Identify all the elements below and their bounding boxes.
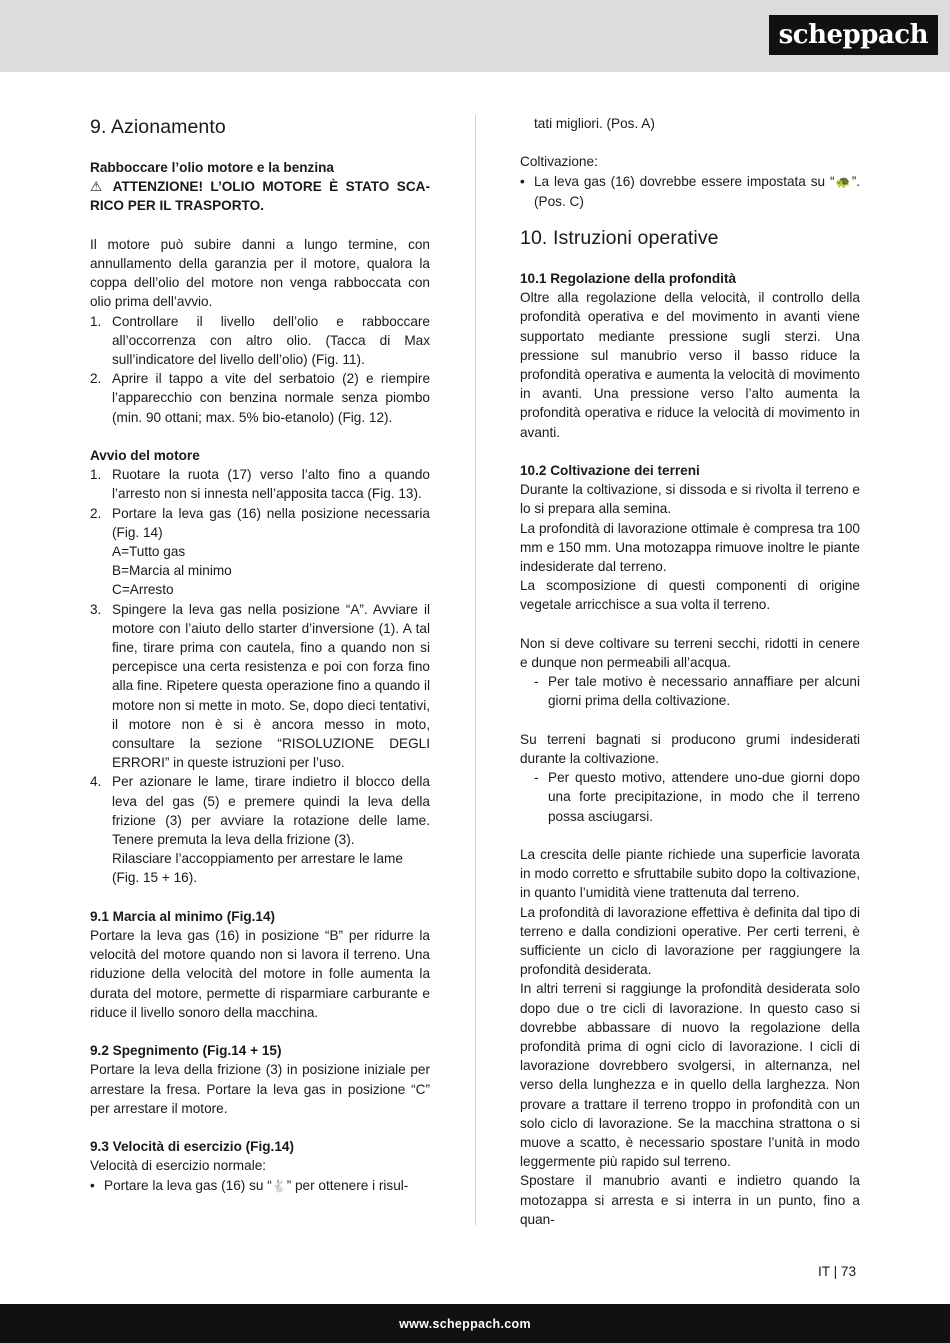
section-heading-10: [520, 225, 860, 251]
footer-bar: [0, 1304, 950, 1343]
paragraph: Il motore può subire danni a lungo termine, con annullamento della garanzia per il motore, qualora la coppa dell’olio del motore non venga rabboccata con olio prima dell’avvio.: [90, 236, 430, 310]
paragraph: tati migliori. (Pos. A): [534, 116, 655, 131]
list-item: 2. Portare la leva gas (16) nella posizione necessaria (Fig. 14) A=Tutto gas B=Marcia al minimo C=Arresto: [90, 505, 430, 598]
website-link[interactable]: www.scheppach.com: [399, 1316, 531, 1331]
section-number: 9.: [90, 116, 107, 138]
paragraph: Su terreni bagnati si producono grumi indesiderati durante la coltivazione.: [520, 731, 860, 767]
column-divider: [475, 115, 476, 1225]
subheading-speed: 9.3 Velocità di esercizio (Fig.14): [90, 1139, 294, 1155]
subheading-idle: 9.1 Marcia al minimo (Fig.14): [90, 908, 276, 924]
subheading-oil-fuel: Rabboccare l’olio motore e la benzina: [90, 160, 334, 175]
paragraph: In altri terreni si raggiunge la profondità desiderata solo dopo due o tre cicli di lavorazione. In questo caso si dovrebbe abbassare di nuovo la regolazione della profondità prima di ogni ciclo di lavorazione. I cicli di lavorazione dovrebbero svolgersi, in alternanza, nel verso della lunghezza e in quello della larghezza. Non provare a trattare il terreno troppo in profondità con un solo ciclo di lavorazione. Se la macchina strattona o si muove a scatto, è necessario spostare l’unità in modo leggermente più rapido sul terreno.: [520, 981, 860, 1170]
step-list: [90, 465, 430, 887]
left-column: [90, 114, 430, 1196]
warning-text: ⚠ ATTENZIONE! L’OLIO MOTORE È STATO SCA-RICO PER IL TRASPORTO.: [90, 179, 430, 214]
paragraph: La profondità di lavorazione ottimale è compresa tra 100 mm e 150 mm. Una motozappa rimuove inoltre le piante indesiderate dal terreno.: [520, 520, 860, 575]
turtle-icon: 🐢: [834, 174, 852, 189]
scheppach-logo: scheppach: [769, 15, 938, 55]
paragraph: Velocità di esercizio normale:: [90, 1158, 267, 1174]
paragraph: Non si deve coltivare su terreni secchi, ridotti in cenere e dunque non permeabili all’acqua.: [520, 635, 860, 671]
right-column: [520, 114, 860, 1229]
subheading-depth: 10.1 Regolazione della profondità: [520, 271, 737, 286]
paragraph: Oltre alla regolazione della velocità, il controllo della profondità operativa e del movimento in avanti viene supportato mediante pressione sugli sterzi. Una pressione sul manubrio verso il basso riduce la profondità operativa e aumenta la velocità di movimento in avanti. Una pressione verso l’alto aumenta la profondità operativa e riduce la velocità di movimento in avanti.: [520, 290, 860, 440]
list-item: 4. Per azionare le lame, tirare indietro il blocco della leva del gas (5) e premere quindi la leva della frizione (3) per avviare la rotazione delle lame. Tenere premuta la leva della frizione (3). Rilasciare l’accoppiamento per arrestare le lame (Fig. 15 + 16).: [90, 774, 430, 886]
step-list: [90, 312, 430, 427]
subheading-soil: 10.2 Coltivazione dei terreni: [520, 463, 700, 479]
section-heading-9: [90, 114, 430, 140]
paragraph: Durante la coltivazione, si dissoda e si rivolta il terreno e lo si prepara alla semina.: [520, 482, 860, 517]
list-item: 1. Ruotare la ruota (17) verso l’alto fino a quando l’arresto non si innesta nell’apposita tacca (Fig. 13).: [90, 467, 430, 502]
list-item: 2. Aprire il tappo a vite del serbatoio (2) e riempire l’apparecchio con benzina normale senza piombo (min. 90 ottani; max. 5% bio-etanolo) (Fig. 12).: [90, 371, 430, 425]
subheading-engine-start: Avvio del motore: [90, 448, 200, 464]
section-title: Istruzioni operative: [552, 227, 719, 249]
subheading-shutdown: 9.2 Spegnimento (Fig.14 + 15): [90, 1043, 282, 1059]
paragraph: La profondità di lavorazione effettiva è definita dal tipo di terreno e dalla condizioni operative. Per certi terreni, è sufficiente un ciclo di lavorazione per raggiungere la profondità desiderata.: [520, 904, 860, 978]
paragraph: La crescita delle piante richiede una superficie lavorata in modo corretto e sfruttabile subito dopo la coltivazione, in quanto l’umidità viene trattenuta dal terreno.: [520, 847, 860, 901]
list-item: 1. Controllare il livello dell’olio e rabboccare all’occorrenza con altro olio. (Tacca di Max sull’indicatore del livello dell’olio) (Fig. 11).: [90, 313, 430, 368]
header-bar: [0, 0, 950, 72]
paragraph: Portare la leva della frizione (3) in posizione iniziale per arrestare la fresa. Portare la leva gas in posizione “C” per arrestare il motore.: [90, 1062, 430, 1116]
page-number: IT | 73: [818, 1264, 857, 1279]
paragraph: Spostare il manubrio avanti e indietro quando la motozappa si arresta e si interra in un punto, fino a quan-: [520, 1173, 860, 1227]
section-number: 10.: [520, 227, 548, 249]
list-item: - Per questo motivo, attendere uno-due giorni dopo una forte precipitazione, in modo che il terreno possa asciugarsi.: [534, 770, 860, 824]
paragraph: La scomposizione di questi componenti di origine vegetale arricchisce a sua volta il terreno.: [520, 578, 860, 613]
list-item: 3. Spingere la leva gas nella posizione “A”. Avviare il motore con l’aiuto dello starter d’inversione (1). A tal fine, tirare prima con cautela, fino a quando non si percepisce una certa resistenza e poi con forza fino alla fine. Ripetere questa operazione fino a quando il motore non si mette in moto. Se, dopo dieci tentativi, il motore non è si è ancora messo in moto, consultare la sezione “RISOLUZIONE DEGLI ERRORI” in queste istruzioni per l’uso.: [90, 601, 430, 771]
list-item: • La leva gas (16) dovrebbe essere impostata su “🐢”. (Pos. C): [520, 173, 860, 209]
rabbit-icon: 🐇: [271, 1178, 287, 1193]
paragraph: Coltivazione:: [520, 154, 598, 170]
list-item: - Per tale motivo è necessario annaffiare per alcuni giorni prima della coltivazione.: [534, 674, 860, 709]
section-title: Azionamento: [110, 116, 226, 138]
list-item: • Portare la leva gas (16) su “🐇” per ottenere i risul-: [90, 1177, 409, 1193]
paragraph: Portare la leva gas (16) in posizione “B” per ridurre la velocità del motore quando non si lavora il terreno. Una riduzione della velocità del motore in folle aumenta la durata del motore, permette di risparmiare carburante e riduce il livello sonoro della macchina.: [90, 928, 430, 1020]
